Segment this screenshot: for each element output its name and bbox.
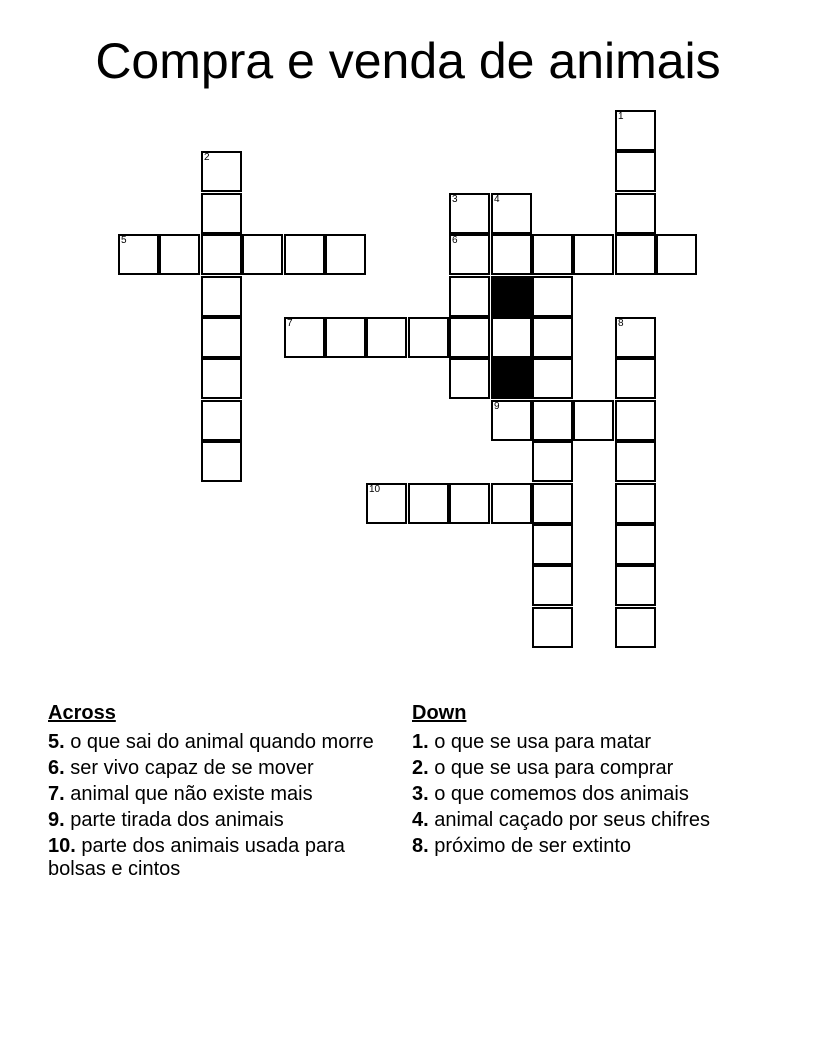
grid-cell[interactable] (491, 317, 532, 358)
grid-cell[interactable] (449, 358, 490, 399)
grid-cell[interactable] (325, 317, 366, 358)
grid-cell[interactable] (201, 441, 242, 482)
clue-text: o que sai do animal quando morre (70, 731, 374, 753)
grid-cell[interactable] (201, 317, 242, 358)
across-clue (48, 809, 388, 832)
grid-cell[interactable] (449, 483, 490, 524)
across-heading: Across (48, 702, 116, 724)
clue-number: 6. (48, 757, 65, 779)
grid-cell[interactable] (615, 234, 656, 275)
grid-cell[interactable] (366, 317, 407, 358)
black-square (491, 358, 532, 399)
clue-number-label: 9 (494, 401, 500, 412)
clue-text: animal que não existe mais (70, 783, 313, 805)
down-clue (412, 783, 752, 806)
grid-cell[interactable] (201, 151, 242, 192)
grid-cell[interactable] (201, 358, 242, 399)
grid-cell[interactable] (532, 607, 573, 648)
clue-text: o que se usa para matar (434, 731, 652, 753)
grid-cell[interactable] (491, 234, 532, 275)
down-clue (412, 731, 752, 754)
clue-number-label: 5 (121, 235, 127, 246)
grid-cell[interactable] (615, 151, 656, 192)
clue-text: parte dos animais usada para bolsas e cintos (48, 835, 345, 880)
grid-cell[interactable] (615, 317, 656, 358)
grid-cell[interactable] (615, 193, 656, 234)
grid-cell[interactable] (532, 441, 573, 482)
clue-number-label: 7 (287, 318, 293, 329)
down-clue (412, 809, 752, 832)
clue-number: 8. (412, 835, 429, 857)
grid-cell[interactable] (491, 400, 532, 441)
down-heading: Down (412, 702, 467, 724)
grid-cell[interactable] (201, 193, 242, 234)
clue-number-label: 8 (618, 318, 624, 329)
grid-cell[interactable] (573, 400, 614, 441)
across-clue (48, 835, 388, 881)
clue-number: 9. (48, 809, 65, 831)
grid-cell[interactable] (615, 483, 656, 524)
grid-cell[interactable] (491, 193, 532, 234)
grid-cell[interactable] (532, 565, 573, 606)
grid-cell[interactable] (532, 400, 573, 441)
clue-number-label: 4 (494, 194, 500, 205)
grid-cell[interactable] (408, 483, 449, 524)
grid-cell[interactable] (366, 483, 407, 524)
clue-number: 10. (48, 835, 76, 857)
clue-number: 4. (412, 809, 429, 831)
clue-text: próximo de ser extinto (434, 835, 632, 857)
grid-cell[interactable] (325, 234, 366, 275)
across-clues (48, 702, 388, 884)
clue-text: ser vivo capaz de se mover (70, 757, 314, 779)
grid-cell[interactable] (615, 358, 656, 399)
clue-number-label: 6 (452, 235, 458, 246)
grid-cell[interactable] (573, 234, 614, 275)
clue-text: animal caçado por seus chifres (434, 809, 710, 831)
across-clue (48, 783, 388, 806)
clue-number-label: 1 (618, 111, 624, 122)
grid-cell[interactable] (532, 358, 573, 399)
grid-cell[interactable] (532, 483, 573, 524)
grid-cell[interactable] (449, 234, 490, 275)
grid-cell[interactable] (449, 317, 490, 358)
across-clue (48, 757, 388, 780)
clue-text: o que comemos dos animais (434, 783, 689, 805)
clue-number-label: 10 (369, 484, 381, 495)
grid-cell[interactable] (118, 234, 159, 275)
grid-cell[interactable] (656, 234, 697, 275)
grid-cell[interactable] (532, 276, 573, 317)
grid-cell[interactable] (532, 524, 573, 565)
grid-cell[interactable] (242, 234, 283, 275)
grid-cell[interactable] (201, 234, 242, 275)
grid-cell[interactable] (201, 400, 242, 441)
grid-cell[interactable] (201, 276, 242, 317)
grid-cell[interactable] (449, 276, 490, 317)
clue-number-label: 3 (452, 194, 458, 205)
grid-cell[interactable] (615, 524, 656, 565)
grid-cell[interactable] (408, 317, 449, 358)
clue-number: 2. (412, 757, 429, 779)
grid-cell[interactable] (491, 483, 532, 524)
black-square (491, 276, 532, 317)
grid-cell[interactable] (449, 193, 490, 234)
grid-cell[interactable] (532, 234, 573, 275)
clue-number: 5. (48, 731, 65, 753)
grid-cell[interactable] (615, 110, 656, 151)
clue-text: o que se usa para comprar (434, 757, 674, 779)
down-clues (412, 702, 752, 861)
grid-cell[interactable] (615, 441, 656, 482)
clue-number-label: 2 (204, 152, 210, 163)
grid-cell[interactable] (159, 234, 200, 275)
grid-cell[interactable] (615, 607, 656, 648)
across-clue (48, 731, 388, 754)
grid-cell[interactable] (615, 565, 656, 606)
grid-cell[interactable] (284, 317, 325, 358)
clue-number: 1. (412, 731, 429, 753)
clue-number: 3. (412, 783, 429, 805)
down-clue (412, 757, 752, 780)
clue-text: parte tirada dos animais (70, 809, 284, 831)
down-clue (412, 835, 752, 858)
grid-cell[interactable] (532, 317, 573, 358)
clue-number: 7. (48, 783, 65, 805)
puzzle-title: Compra e venda de animais (95, 33, 721, 89)
grid-cell[interactable] (284, 234, 325, 275)
grid-cell[interactable] (615, 400, 656, 441)
